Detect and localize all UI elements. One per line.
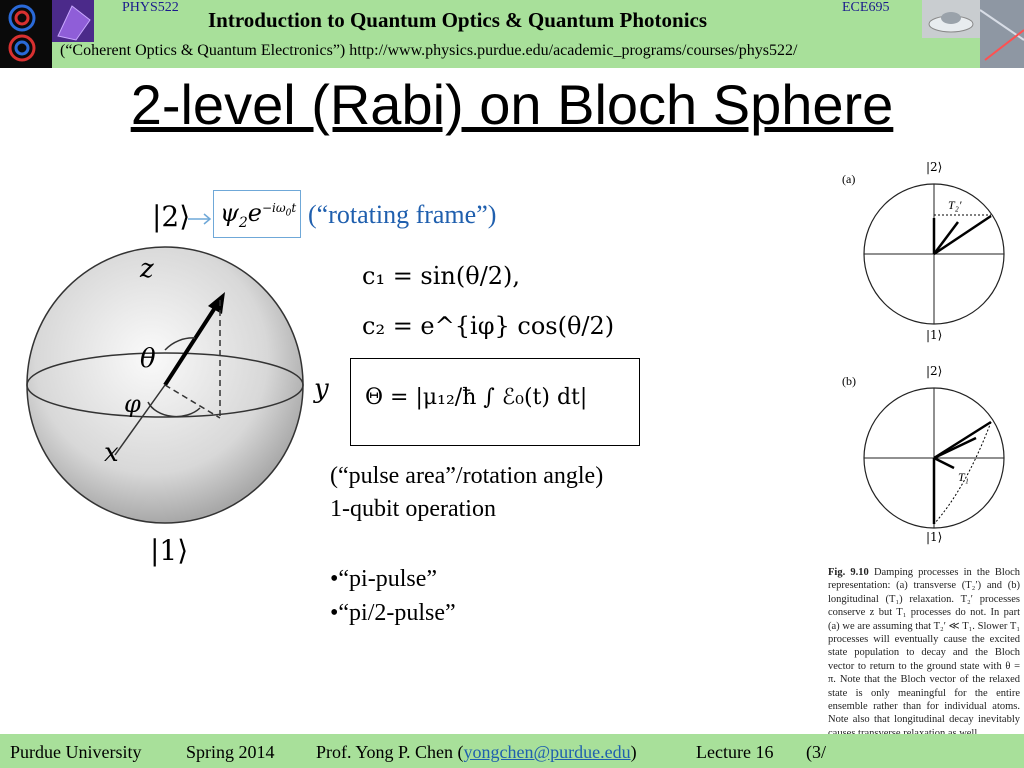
equation-theta: Θ = |μ₁₂/ħ ∫ ℰ₀(t) dt| — [365, 385, 588, 410]
footer-university: Purdue University — [10, 742, 142, 762]
panel-b-label: (b) — [842, 374, 856, 388]
header-right-image — [922, 0, 980, 38]
panel-a-label: (a) — [842, 172, 856, 186]
panel-a-ket2: |2⟩ — [926, 160, 943, 174]
course-subtitle: (“Coherent Optics & Quantum Electronics”) http://www.physics.purdue.edu/academic_programs/courses/phys522/ — [60, 42, 798, 59]
bullet-pi-pulse: •“pi-pulse” — [330, 566, 438, 592]
course-code-left: PHYS522 — [122, 0, 179, 15]
arrow-right-icon — [188, 212, 214, 226]
ring-logo-icon — [0, 0, 52, 68]
course-code-right: ECE695 — [842, 0, 890, 15]
footer-email-link[interactable]: yongchen@purdue.edu — [463, 742, 631, 762]
caption-fig-number: Fig. 9.10 — [828, 567, 869, 578]
axis-x-label: x — [104, 438, 119, 468]
logo-image — [0, 0, 52, 68]
footer-prof-name: Prof. Yong P. Chen ( — [316, 742, 464, 762]
theta-angle-label: θ — [140, 344, 156, 374]
figure-caption — [828, 566, 1020, 740]
footer-prof — [316, 742, 637, 763]
t2-label: T₂′ — [948, 198, 962, 212]
equation-c1: c₁ = sin(θ/2), — [362, 262, 521, 290]
header-right-image-2 — [980, 0, 1024, 68]
footer-lecture: Lecture 16 — [696, 742, 774, 762]
panel-b-ket1: |1⟩ — [926, 530, 943, 544]
relaxation-figure — [836, 158, 1024, 558]
course-title: Introduction to Quantum Optics & Quantum Photonics — [208, 8, 708, 32]
header-left-image — [52, 0, 94, 42]
qubit-operation-text: 1-qubit operation — [330, 496, 496, 522]
psi-label: $\psi_2e^{-i\omega_0t}$ — [220, 199, 297, 231]
footer-bar — [0, 734, 1024, 768]
bullet-pi2-pulse: •“pi/2-pulse” — [330, 600, 456, 626]
equation-c2: c₂ = e^{iφ} cos(θ/2) — [362, 312, 615, 340]
footer-term: Spring 2014 — [186, 742, 275, 762]
panel-b-ket2: |2⟩ — [926, 364, 943, 378]
footer-prof-end: ) — [630, 742, 637, 762]
footer-page: (3/ — [806, 742, 826, 762]
bloch-sphere-diagram — [20, 240, 340, 570]
pulse-area-text: (“pulse area”/rotation angle) — [330, 463, 604, 489]
slide-title: 2-level (Rabi) on Bloch Sphere — [130, 73, 894, 136]
ket-1-label: |1⟩ — [150, 534, 189, 567]
ket-2-label: |2⟩ — [152, 200, 191, 233]
axis-y-label: y — [314, 374, 329, 404]
phi-angle-label: φ — [124, 390, 141, 418]
axis-z-label: z — [140, 254, 154, 284]
t1-label: T₁ — [958, 470, 969, 484]
rotating-frame-label: (“rotating frame”) — [308, 200, 497, 229]
panel-a-ket1: |1⟩ — [926, 328, 943, 342]
pulse-area-equation-box — [350, 358, 640, 446]
psi-box — [213, 190, 301, 238]
caption-text: Damping processes in the Bloch representation: (a) transverse (T₂′) and (b) longitudinal (T₁) relaxation. T₂′ processes conserve z but T₁ processes do not. In part (a) we are assuming that T₂′ ≪ T₁. Slower T₁ processes will eventually cause the excited state population to decay and the Bloch vector to return to the ground state with θ = π. Note that the Bloch vector of the relaxed state is only meaningful for the entire ensemble rather than for individual atoms. Note also that longitudinal decay inevitably — [828, 567, 1021, 726]
